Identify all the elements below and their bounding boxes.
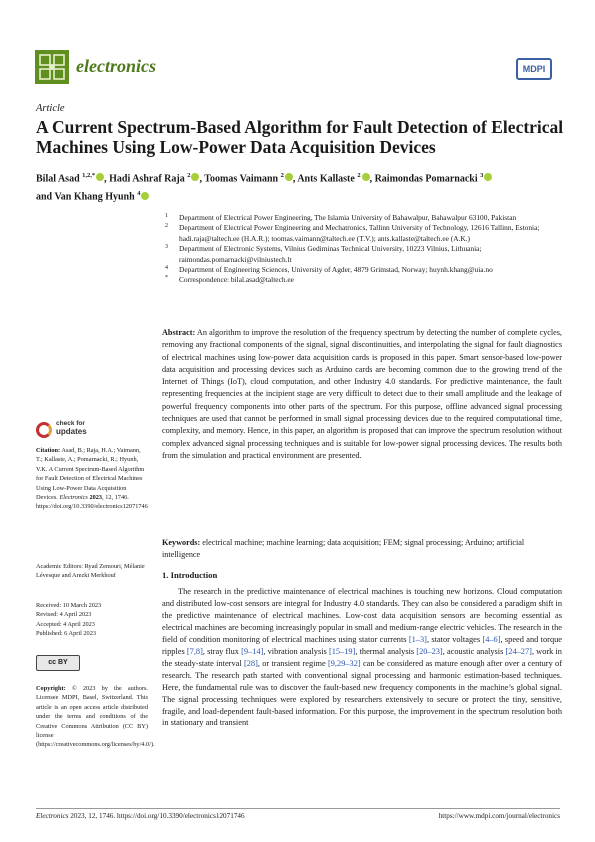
- author-name: Toomas Vaimann: [204, 173, 279, 185]
- author-affil-mark: 2: [187, 172, 191, 179]
- reference-link[interactable]: [15–19]: [328, 646, 356, 656]
- affiliation-item: 1 Department of Electrical Power Engineering, The Islamia University of Bahawalpur, Bahawalpur 63100, Pakistan: [165, 213, 517, 222]
- footer-citation: Electronics 2023, 12, 1746. https://doi.org/10.3390/electronics12071746: [36, 812, 245, 820]
- introduction-text: [162, 586, 562, 729]
- orcid-icon[interactable]: [484, 173, 492, 181]
- author-affil-mark: 3: [480, 172, 484, 179]
- check-updates-icon: [36, 422, 52, 438]
- abstract-text: An algorithm to improve the resolution of the frequency spectrum by detecting the number of complete cycles, removing any fractional components of the signal, signal discontinuities, and interpolating the signal for fault diagnostics of electrical machines using low-power data acquisition cards is proposed in this paper. Smart sensor-based low-power data acquisition and processing devices such as Arduino cards are becoming common due to the growing trend of the Internet of Things (IoT), cloud computation, and other Industry 4.0 standards. For predictive maintenance, the fault representing frequencies at the incipient stage are very difficult to detect due to their small amplitude and the leakage of powerful frequency components into other parts of the spectrum. For this purpose, offline advanced signal processing techniques are used that cannot be performed in small signal processing devices due to the required computational time, complexity, and memory. Hence, in this paper, an algorithm is proposed that can improve the spectrum resolution without complex advanced signal processing techniques and is suitable for low-power signal processing devices. The results both from the simulation and practical environment are presented.: [162, 328, 562, 460]
- author-name: Ants Kallaste: [297, 173, 355, 185]
- copyright-text: © 2023 by the authors. Licensee MDPI, Basel, Switzerland. This article is an open access article distributed under the terms and conditions of the Creative Commons Attribution (CC BY) license (https://creativecommons.org/licenses/by/4.0/).: [36, 685, 155, 749]
- published-date: Published: 6 April 2023: [36, 630, 96, 638]
- keywords: [162, 537, 562, 562]
- reference-link[interactable]: [7,8]: [186, 646, 203, 656]
- keywords-text: electrical machine; machine learning; data acquisition; FEM; signal processing; Arduino; artificial intelligence: [162, 538, 525, 560]
- author-name: Hadi Ashraf Raja: [109, 173, 185, 185]
- reference-link[interactable]: [28]: [243, 658, 258, 668]
- reference-link[interactable]: [1–3]: [408, 634, 427, 644]
- copyright-block: [36, 684, 155, 750]
- cc-by-license-icon[interactable]: cc BY: [36, 655, 80, 671]
- citation-label: Citation:: [36, 447, 61, 454]
- reference-link[interactable]: [9–14]: [241, 646, 264, 656]
- orcid-icon[interactable]: [141, 192, 149, 200]
- citation-journal: Electronics: [59, 494, 88, 502]
- academic-editors: Academic Editors: Ryad Zemouri, Mélanie Lévesque and Arezki Merkhouf: [36, 563, 145, 580]
- accepted-date: Accepted: 4 April 2023: [36, 620, 95, 628]
- author-name: Van Khang Hyunh: [54, 191, 135, 203]
- article-type: Article: [36, 103, 65, 114]
- author-list: Bilal Asad $^{1,2,*}$ , Hadi Ashraf Raja $^2$ , Toomas Vaimann $^2$ , Ants Kallaste $^2$ , Raimondas Pomarnacki $^3$ and Van Khang Hyunh $^4$: [36, 168, 566, 205]
- orcid-icon[interactable]: [362, 173, 370, 181]
- author-name: Bilal Asad: [36, 173, 80, 185]
- citation-block: [36, 446, 148, 512]
- orcid-icon[interactable]: [285, 173, 293, 181]
- abstract: [162, 327, 562, 462]
- orcid-icon[interactable]: [191, 173, 199, 181]
- author-affil-mark: 1,2,*: [82, 172, 96, 179]
- affiliation-item: * Correspondence: bilal.asad@taltech.ee: [165, 275, 294, 285]
- footer-journal-url[interactable]: https://www.mdpi.com/journal/electronics: [438, 812, 560, 820]
- reference-link[interactable]: [24–27]: [505, 646, 532, 656]
- journal-logo: [35, 50, 69, 84]
- affiliations: [162, 213, 562, 286]
- author-affil-mark: 2: [280, 172, 284, 179]
- reference-link[interactable]: [20–23]: [416, 646, 443, 656]
- copyright-label: Copyright:: [36, 685, 66, 692]
- author-name: Raimondas Pomarnacki: [374, 173, 478, 185]
- keywords-label: Keywords:: [162, 538, 201, 547]
- affiliation-item: 3 Department of Electronic Systems, Vilnius Gediminas Technical University, 10223 Vilnius, Lithuania; raimondas.pomarnacki@vilniustech.lt: [165, 244, 482, 264]
- check-for-updates-badge[interactable]: check for updates: [36, 420, 88, 440]
- paragraph: The research in the predictive maintenance of electrical machines is touching new horizons. Cloud computation and distributed low-cost sensors are integral for Industry 4.0 standards. They can also be considered a paradigm shift in the predictive maintenance of electrical machines. Low-cost data acquisition sensors are becoming essential as electrical machines are becoming increasingly popular in small and medium-range electric vehicles. The research in the field of condition monitoring of electrical machines using stator currents [1–3], stator voltages [4–6], speed and torque ripples [7,8], stray flux [9–14], vibration analysis [15–19], thermal analysis [20–23], acoustic analysis [24–27], work in the steady-state interval [28], or transient regime [9,29–32] can be considered as mature enough after over a century of research. The research path started with conventional signal processing and harmonic estimation-based techniques. Here, the fundamental rule was to discover the fault-based new frequency components in the machine’s global signal. The signal processing techniques were explored by researchers extensively to secure or protect the tiny, sensitive, fragile, and load-dependent fault-based information. For this purpose, the improvement in the spectrum resolution both in stationary and transient: [162, 587, 562, 728]
- abstract-label: Abstract:: [162, 328, 196, 337]
- reference-link[interactable]: [4–6]: [482, 634, 501, 644]
- article-title: A Current Spectrum-Based Algorithm for Fault Detection of Electrical Machines Using Low-Power Data Acquisition Devices: [36, 117, 564, 157]
- journal-name: electronics: [76, 56, 156, 76]
- author-affil-mark: 2: [357, 172, 361, 179]
- reference-link[interactable]: [9,29–32]: [327, 658, 361, 668]
- article-dates: [36, 601, 148, 639]
- affiliation-item: 2 Department of Electrical Power Engineering and Mechatronics, Tallinn University of Technology, 12616 Tallinn, Estonia; hadi.raja@taltech.ee (H.A.R.); toomas.vaimann@taltech.ee (T.V.); ants.kallaste@taltech.ee (A.K.): [165, 223, 540, 243]
- revised-date: Revised: 4 April 2023: [36, 611, 92, 619]
- footer-divider: [36, 808, 560, 809]
- citation-year: 2023: [89, 494, 103, 502]
- mdpi-logo: MDPI: [516, 58, 552, 80]
- section-heading: 1. Introduction: [162, 570, 218, 580]
- author-affil-mark: 4: [137, 190, 141, 198]
- citation-doi[interactable]: , 12, 1746. https://doi.org/10.3390/electronics12071746: [36, 494, 148, 511]
- affiliation-item: 4 Department of Engineering Sciences, University of Agder, 4879 Grimstad, Norway; huynh.khang@uia.no: [165, 265, 493, 275]
- citation-text: Asad, B.; Raja, H.A.; Vaimann, T.; Kallaste, A.; Pomarnacki, R.; Hyunh, V.K. A Current Spectrum-Based Algorithm for Fault Detection of Electrical Machines Using Low-Power Data Acquisition Devices.: [36, 447, 145, 502]
- orcid-icon[interactable]: [96, 173, 104, 181]
- received-date: Received: 10 March 2023: [36, 602, 102, 609]
